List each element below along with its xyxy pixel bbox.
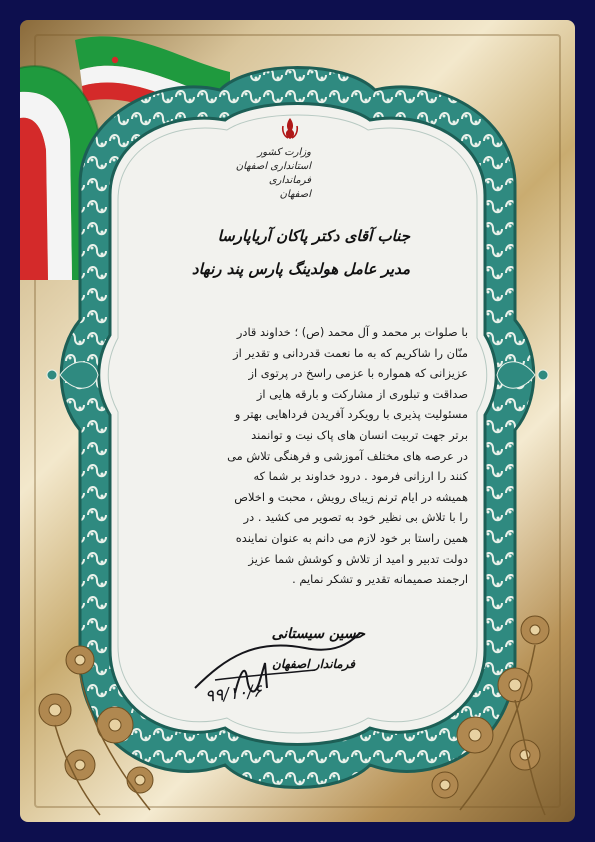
- body-line: برتر جهت تربیت انسان های پاک نیت و توانمند: [251, 427, 468, 442]
- body-line: با صلوات بر محمد و آل محمد (ص) ؛ خداوند قادر: [236, 325, 468, 339]
- body-line: صداقت و تبلوری از مشارکت و بارقه هایی از: [256, 386, 468, 401]
- certificate-content: [20, 20, 575, 822]
- body-line: ارجمند صمیمانه تقدیر و تشکر نمایم .: [292, 572, 468, 587]
- body-line: را با تلاش بی نظیر خود به تصویر می کشید . در: [243, 510, 468, 525]
- body-line: همیشه در ایام ترنم زیبای رویش ، محبت و اخلاص: [234, 489, 468, 504]
- body-line: عزیزانی که همواره با عزمی راسخ در پرتوی از: [248, 366, 468, 381]
- iran-emblem-icon: [277, 116, 303, 142]
- body-line: مسئولیت پذیری با رویکرد آفریدن فرداهایی بهتر و: [234, 407, 468, 422]
- body-line: دولت تدبیر و امید از تلاش و کوشش شما عزیز: [248, 551, 468, 566]
- handwritten-date: ۹۹/۱۰/۶: [204, 681, 263, 707]
- recipient-title: مدیر عامل هولدینگ پارس پند رنهاد: [191, 260, 410, 278]
- signatory-title: فرماندار اصفهان: [272, 657, 355, 671]
- province-label: استانداری اصفهان: [235, 161, 311, 172]
- certificate-body: [118, 322, 468, 590]
- recipient-name: جناب آقای دکتر پاکان آریاپارسا: [217, 227, 410, 245]
- body-line: کنند را ارزانی فرمود . درود خداوند بر شما که: [253, 469, 468, 484]
- body-line: همین راستا بر خود لازم می دانم به عنوان نماینده: [235, 530, 468, 545]
- body-line: در عرصه های مختلف آموزشی و فرهنگی تلاش می: [227, 448, 468, 463]
- body-line: منّان را شاکریم که به ما نعمت قدردانی و تقدیر از: [233, 345, 468, 360]
- office-label: فرمانداری اصفهان: [268, 175, 311, 200]
- signatory-name: حسین سیستانی: [271, 626, 365, 642]
- certificate-background: [20, 20, 575, 822]
- ministry-label: وزارت کشور: [257, 147, 311, 158]
